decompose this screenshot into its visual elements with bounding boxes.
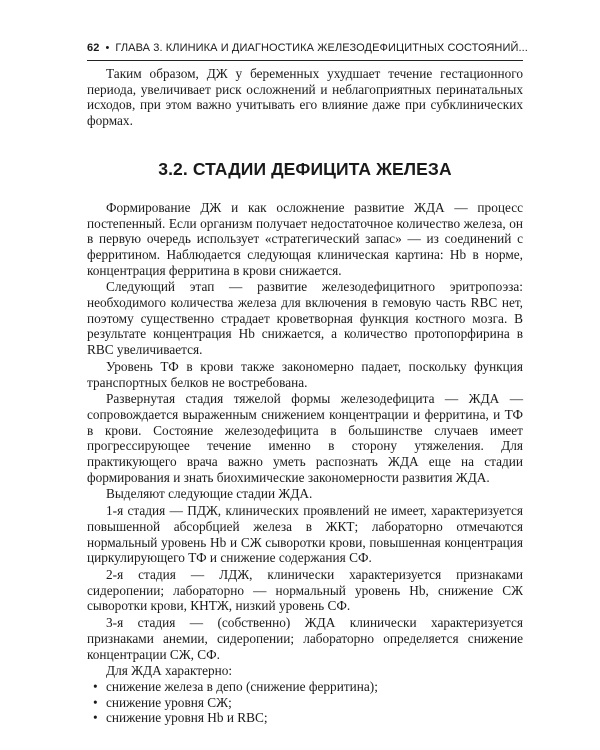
bullet-text: снижение железа в депо (снижение ферритина); bbox=[106, 678, 378, 694]
paragraph: Для ЖДА характерно: bbox=[106, 663, 233, 679]
paragraph: Уровень ТФ в крови также закономерно падает, поскольку функция транспортных белков не востребована. bbox=[87, 358, 523, 390]
bullet-list bbox=[87, 679, 523, 726]
section-title: 3.2. СТАДИИ ДЕФИЦИТА ЖЕЛЕЗА bbox=[158, 158, 452, 179]
paragraph: Формирование ДЖ и как осложнение развитие ЖДА — процесс постепенный. Если организм получает недостаточное количество железа, он в первую очередь использует «стратегический запас» — из соединений с ферритином. Наблюдается следующая клиническая картина: Hb в норме, концентрация ферритина в крови снижается. bbox=[87, 199, 523, 278]
bullet-icon: • bbox=[93, 694, 98, 710]
running-title: ГЛАВА 3. КЛИНИКА И ДИАГНОСТИКА ЖЕЛЕЗОДЕФИЦИТНЫХ СОСТОЯНИЙ... bbox=[115, 42, 528, 54]
bullet-item bbox=[87, 710, 523, 726]
header-rule bbox=[87, 60, 523, 61]
bullet-text: снижение уровня СЖ; bbox=[106, 694, 232, 710]
paragraph: 2-я стадия — ЛДЖ, клинически характеризуется признаками сидеропении; лабораторно — нормальный уровень Hb, снижение СЖ сыворотки крови, КНТЖ, низкий уровень СФ. bbox=[87, 566, 523, 614]
page-number: 62 bbox=[87, 42, 100, 54]
bullet-item bbox=[87, 679, 523, 695]
paragraph: Развернутая стадия тяжелой формы железодефицита — ЖДА — сопровождается выраженным снижением концентрации и ферритина, и ТФ в крови. Состояние железодефицита в большинстве случаев имеет прогрессирующее течение именно в сторону утяжеления. Для практикующего врача важно уметь распознать ЖДА еще на стадии формирования и знать биохимические закономерности развития ЖДА. bbox=[87, 391, 523, 485]
paragraph: 3-я стадия — (собственно) ЖДА клинически характеризуется признаками анемии, сидеропении; лабораторно определяется снижение концентрации СЖ, СФ. bbox=[87, 615, 523, 662]
page-body bbox=[87, 66, 523, 726]
running-header bbox=[87, 42, 528, 54]
bullet-item bbox=[87, 695, 523, 711]
bullet-text: снижение уровня Hb и RBC; bbox=[106, 710, 268, 726]
paragraph: 1-я стадия — ПДЖ, клинических проявлений не имеет, характеризуется повышенной абсорбцией железа в ЖКТ; лабораторно отмечаются нормальный уровень Hb и СЖ сыворотки крови, повышенная концентрация циркулирующего ТФ и снижение содержания СФ. bbox=[87, 503, 523, 566]
paragraph: Следующий этап — развитие железодефицитного эритропоэза: необходимого количества железа для включения в гемовую часть RBC нет, поэтому существенно страдает кроветворная функция костного мозга. В результате концентрация Hb снижается, а количество протопорфирина в RBC увеличивается. bbox=[87, 279, 523, 358]
intro-paragraph: Таким образом, ДЖ у беременных ухудшает течение гестационного периода, увеличивает риск осложнений и неблагоприятных перинатальных исходов, при этом важно учитывать его влияние даже при субклинических формах. bbox=[87, 66, 523, 129]
bullet-icon: • bbox=[93, 678, 98, 694]
header-separator: • bbox=[105, 42, 110, 54]
bullet-icon: • bbox=[93, 710, 98, 726]
paragraph: Выделяют следующие стадии ЖДА. bbox=[106, 486, 313, 502]
